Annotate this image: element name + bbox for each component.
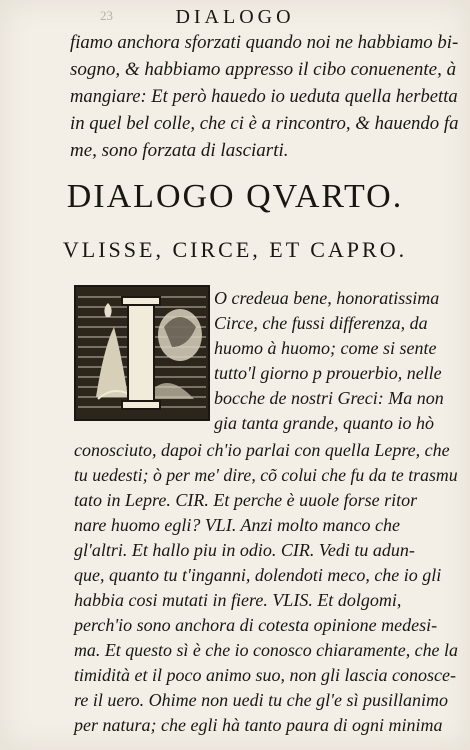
- text-line: in quel bel colle, che ci è a rincontro, & hauendo fa: [70, 113, 459, 134]
- text-line: fiamo anchora sforzati quando noi ne habbiamo bi-: [70, 32, 459, 53]
- text-line: sogno, & habbiamo appresso il cibo conuenente, à: [70, 59, 457, 80]
- text-line: gl'altri. Et hallo piu in odio. CIR. Vedi tu adun-: [74, 540, 415, 560]
- running-head: DIALOGO: [175, 6, 295, 28]
- text-line: nare huomo egli? VLI. Anzi molto manco che: [74, 515, 400, 535]
- faded-page-number: 23: [100, 8, 113, 23]
- text-line: tutto'l giorno p prouerbio, nelle: [214, 363, 442, 383]
- text-line: conosciuto, dapoi ch'io parlai con quella Lepre, che: [74, 440, 450, 460]
- text-line: bocche de nostri Greci: Ma non: [214, 388, 444, 408]
- text-line: Circe, che fussi differenza, da: [214, 313, 428, 333]
- decorated-initial: [74, 285, 210, 421]
- text-line: tu uedesti; ò per me' dire, cõ colui che fu da te trasmu: [74, 465, 458, 485]
- text-line: ma. Et questo sì è che io conosco chiaramente, che la: [74, 640, 458, 660]
- text-line: que, quanto tu t'inganni, dolendoti meco, che io gli: [74, 565, 442, 585]
- text-line: per natura; che egli hà tanto paura di ogni minima: [74, 715, 443, 735]
- text-line: habbia cosi mutati in fiere. VLIS. Et dolgomi,: [74, 590, 402, 610]
- speakers-heading: VLISSE, CIRCE, ET CAPRO.: [62, 237, 408, 262]
- text-line: tato in Lepre. CIR. Et perche è uuole forse ritor: [74, 490, 418, 510]
- text-line: mangiare: Et però hauedo io ueduta quella herbetta: [70, 86, 458, 107]
- text-line: O credeua bene, honoratissima: [214, 288, 440, 308]
- text-line: huomo à huomo; come si sente: [214, 338, 437, 358]
- text-line: gia tanta grande, quanto io hò: [214, 413, 434, 433]
- text-line: perch'io sono anchora di cotesta opinione medesi-: [74, 615, 438, 635]
- chapter-title: DIALOGO QVARTO.: [66, 178, 404, 215]
- text-line: me, sono forzata di lasciarti.: [70, 140, 289, 161]
- text-line: re il uero. Ohime non uedi tu che gl'e sì pusillanimo: [74, 690, 448, 710]
- woodcut-illustration: [76, 287, 208, 419]
- text-line: timidità et il poco animo suo, non gli lascia conosce-: [74, 665, 456, 685]
